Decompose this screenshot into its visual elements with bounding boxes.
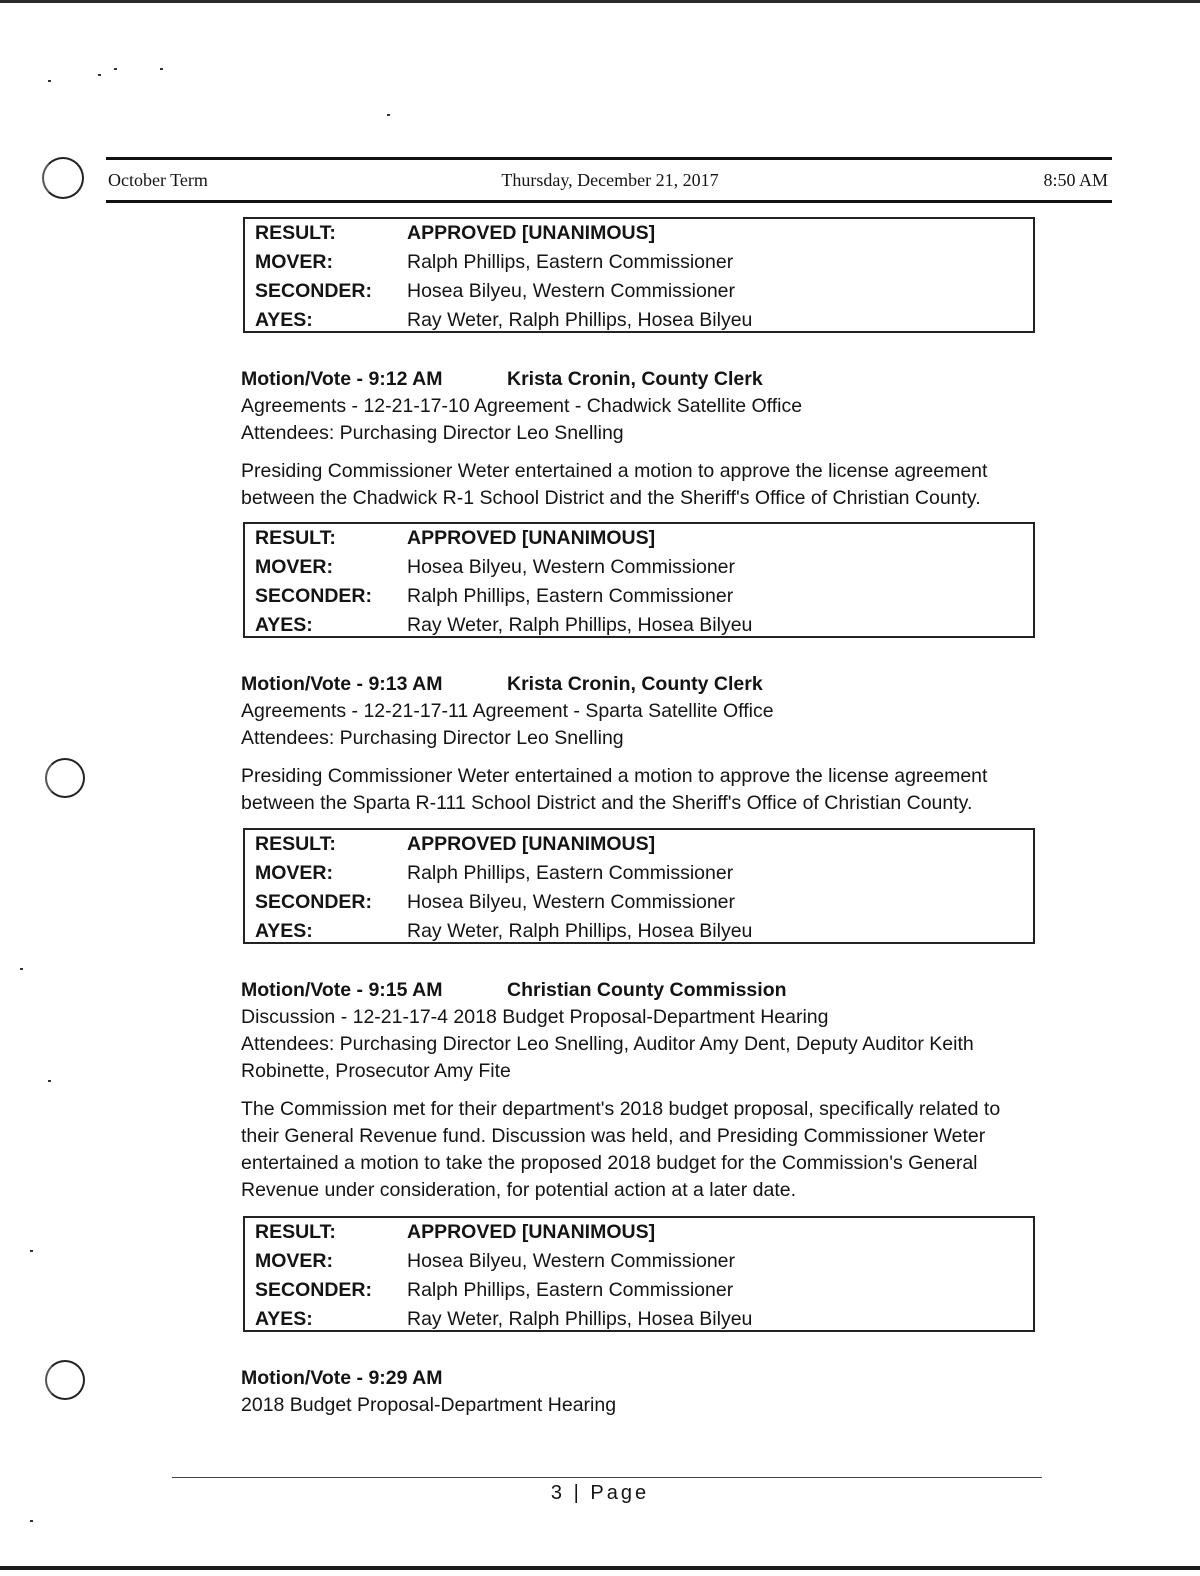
seconder-value: Ralph Phillips, Eastern Commissioner xyxy=(407,585,734,607)
seconder-label: SECONDER: xyxy=(255,280,373,302)
vote-result-table xyxy=(243,522,1035,638)
scan-speck xyxy=(30,1520,33,1522)
ayes-value: Ray Weter, Ralph Phillips, Hosea Bilyeu xyxy=(407,920,753,942)
scan-speck xyxy=(48,80,51,82)
motion-block xyxy=(241,1365,1041,1419)
motion-time: Motion/Vote - 9:29 AM xyxy=(241,1367,443,1389)
scan-edge-top xyxy=(0,0,1200,3)
seconder-label: SECONDER: xyxy=(255,1279,373,1301)
mover-value: Ralph Phillips, Eastern Commissioner xyxy=(407,251,734,273)
header-rule xyxy=(106,157,1112,160)
header-time: 8:50 AM xyxy=(1043,170,1108,190)
motion-time: Motion/Vote - 9:15 AM xyxy=(241,979,443,1001)
motion-heading xyxy=(241,366,1041,393)
motion-time: Motion/Vote - 9:12 AM xyxy=(241,368,443,390)
header-rule xyxy=(106,200,1112,203)
header-date: Thursday, December 21, 2017 xyxy=(501,170,719,190)
result-value: APPROVED [UNANIMOUS] xyxy=(407,222,656,244)
motion-item: 2018 Budget Proposal-Department Hearing xyxy=(241,1394,617,1416)
seconder-value: Ralph Phillips, Eastern Commissioner xyxy=(407,1279,734,1301)
seconder-value: Hosea Bilyeu, Western Commissioner xyxy=(407,891,736,913)
motion-heading xyxy=(241,671,1041,698)
ayes-label: AYES: xyxy=(255,614,313,636)
ayes-label: AYES: xyxy=(255,920,313,942)
vote-result-table xyxy=(243,828,1035,944)
mover-label: MOVER: xyxy=(255,556,333,578)
motion-attendees: Attendees: Purchasing Director Leo Snelling xyxy=(241,422,624,444)
ayes-label: AYES: xyxy=(255,1308,313,1330)
scan-edge-bottom xyxy=(0,1566,1200,1570)
mover-label: MOVER: xyxy=(255,1250,333,1272)
motion-heading xyxy=(241,977,1041,1004)
motion-description: Presiding Commissioner Weter entertained a motion to approve the license agreement between the Chadwick R-1 School District and the Sheriff's Office of Christian County. xyxy=(241,460,988,509)
header-term: October Term xyxy=(108,170,208,190)
scan-speck xyxy=(48,1080,51,1082)
motion-time: Motion/Vote - 9:13 AM xyxy=(241,673,443,695)
mover-label: MOVER: xyxy=(255,251,333,273)
seconder-value: Hosea Bilyeu, Western Commissioner xyxy=(407,280,736,302)
vote-result-table xyxy=(243,1216,1035,1332)
motion-block xyxy=(241,671,1041,817)
footer-rule xyxy=(172,1477,1042,1478)
page-number: 3 | Page xyxy=(550,1482,650,1504)
result-value: APPROVED [UNANIMOUS] xyxy=(407,1221,656,1243)
scan-speck xyxy=(20,968,23,970)
mover-value: Hosea Bilyeu, Western Commissioner xyxy=(407,1250,736,1272)
scan-speck xyxy=(98,74,101,76)
ayes-value: Ray Weter, Ralph Phillips, Hosea Bilyeu xyxy=(407,1308,753,1330)
binder-hole-icon xyxy=(45,1360,85,1400)
ayes-value: Ray Weter, Ralph Phillips, Hosea Bilyeu xyxy=(407,309,753,331)
mover-value: Ralph Phillips, Eastern Commissioner xyxy=(407,862,734,884)
motion-speaker: Krista Cronin, County Clerk xyxy=(507,368,763,390)
result-label: RESULT: xyxy=(255,833,336,855)
scan-speck xyxy=(114,68,117,70)
ayes-value: Ray Weter, Ralph Phillips, Hosea Bilyeu xyxy=(407,614,753,636)
motion-item: Agreements - 12-21-17-11 Agreement - Sparta Satellite Office xyxy=(241,700,774,722)
motion-block xyxy=(241,977,1041,1204)
result-label: RESULT: xyxy=(255,527,336,549)
scan-speck xyxy=(30,1250,33,1252)
ayes-label: AYES: xyxy=(255,309,313,331)
motion-item: Discussion - 12-21-17-4 2018 Budget Proposal-Department Hearing xyxy=(241,1006,829,1028)
seconder-label: SECONDER: xyxy=(255,585,373,607)
motion-description: The Commission met for their department's 2018 budget proposal, specifically related to their General Revenue fund. Discussion was held, and Presiding Commissioner Weter entertained a motion to take the proposed 2018 budget for the Commission's General Revenue under consideration, for potential action at a later date. xyxy=(241,1098,1001,1201)
motion-heading xyxy=(241,1365,1041,1392)
scan-speck xyxy=(160,68,163,70)
motion-speaker: Christian County Commission xyxy=(507,979,787,1001)
motion-item: Agreements - 12-21-17-10 Agreement - Chadwick Satellite Office xyxy=(241,395,803,417)
seconder-label: SECONDER: xyxy=(255,891,373,913)
mover-value: Hosea Bilyeu, Western Commissioner xyxy=(407,556,736,578)
motion-attendees: Attendees: Purchasing Director Leo Snelling, Auditor Amy Dent, Deputy Auditor Keith Robinette, Prosecutor Amy Fite xyxy=(241,1033,974,1082)
motion-attendees: Attendees: Purchasing Director Leo Snelling xyxy=(241,727,624,749)
motion-speaker: Krista Cronin, County Clerk xyxy=(507,673,763,695)
result-label: RESULT: xyxy=(255,1221,336,1243)
result-value: APPROVED [UNANIMOUS] xyxy=(407,833,656,855)
binder-hole-icon xyxy=(45,758,85,798)
motion-block xyxy=(241,366,1041,512)
motion-description: Presiding Commissioner Weter entertained a motion to approve the license agreement between the Sparta R-111 School District and the Sheriff's Office of Christian County. xyxy=(241,765,988,814)
result-value: APPROVED [UNANIMOUS] xyxy=(407,527,656,549)
scan-speck xyxy=(387,114,390,116)
mover-label: MOVER: xyxy=(255,862,333,884)
result-label: RESULT: xyxy=(255,222,336,244)
vote-result-table xyxy=(243,217,1035,333)
